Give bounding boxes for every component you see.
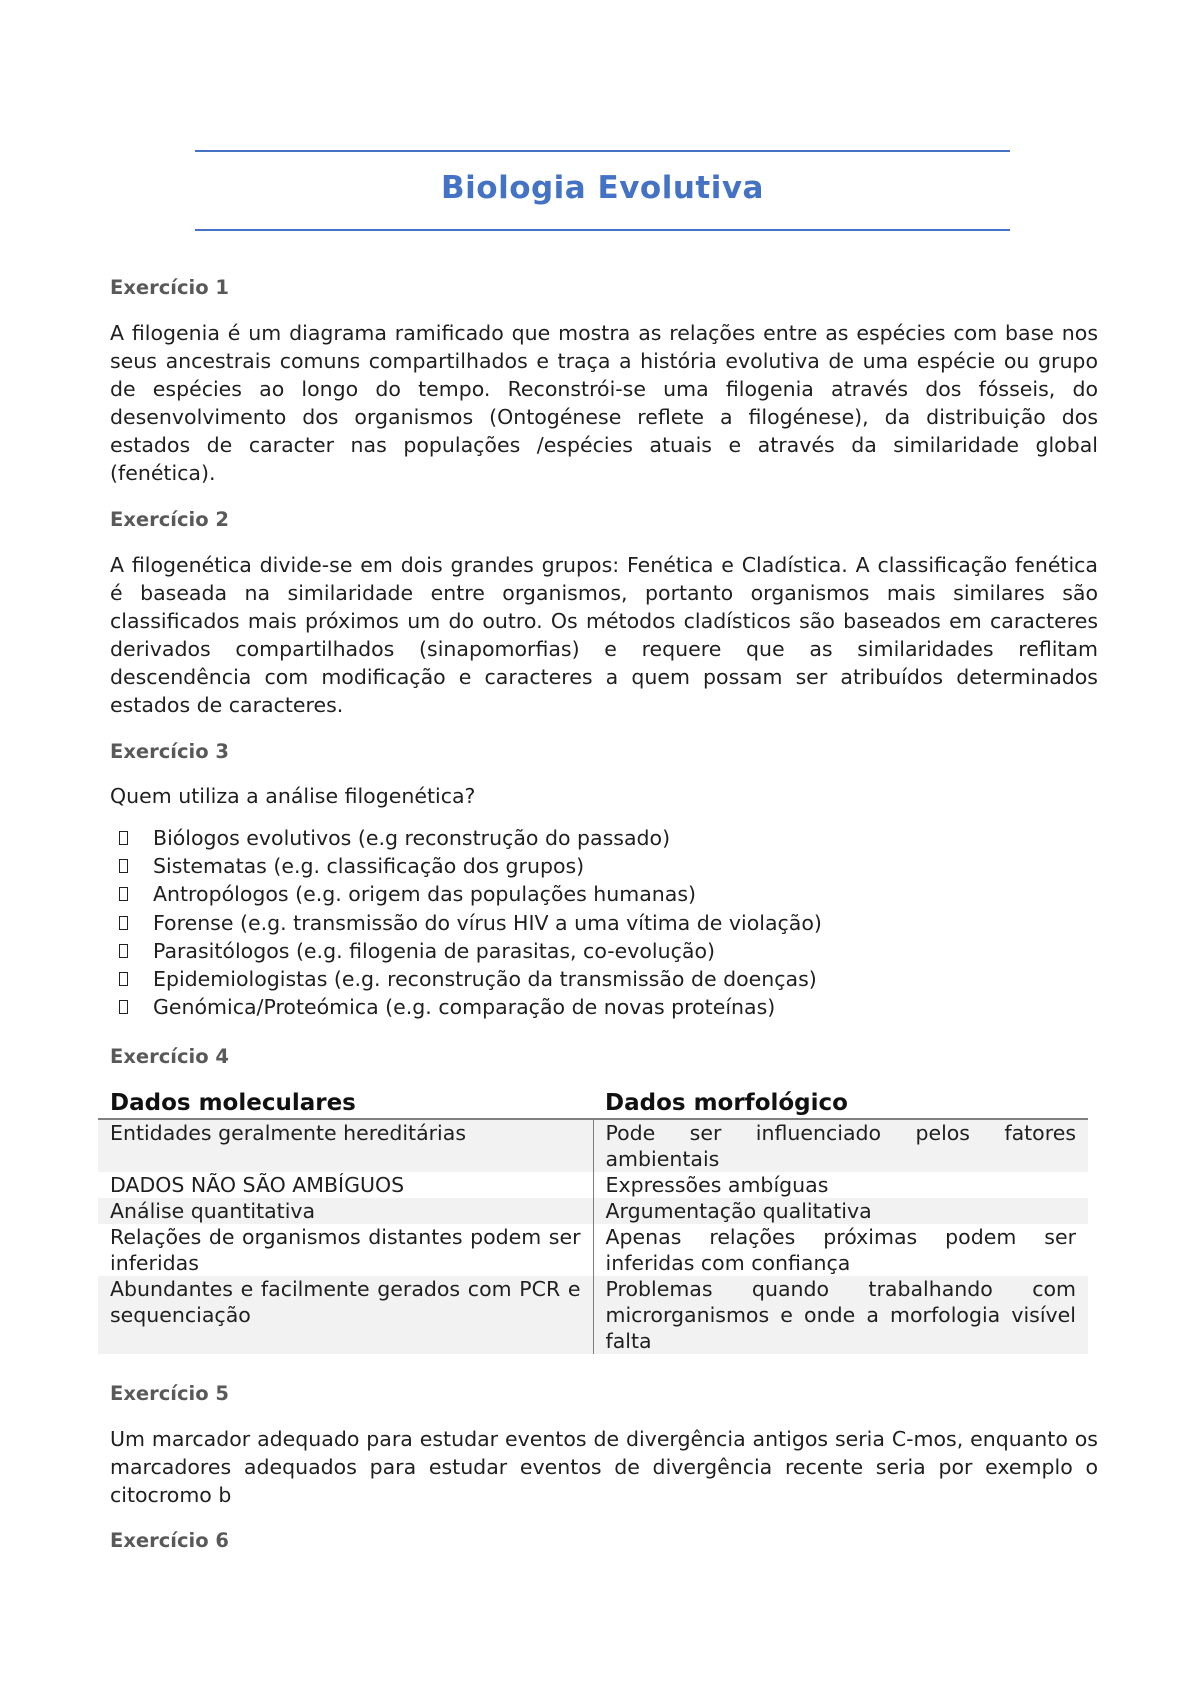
exercise-5-heading: Exercício 5 <box>110 1382 229 1405</box>
table-header-row <box>98 1088 1088 1119</box>
table-cell: Relações de organismos distantes podem ser inferidas <box>98 1224 593 1276</box>
list-item <box>110 937 1098 965</box>
page-title: Biologia Evolutiva <box>441 170 764 206</box>
list-item-text: Epidemiologistas (e.g. reconstrução da transmissão de doenças) <box>153 966 817 991</box>
bullet-box-icon <box>119 944 128 958</box>
bullet-box-icon <box>119 859 128 873</box>
table-cell: Expressões ambíguas <box>605 1173 829 1197</box>
list-item <box>110 852 1098 880</box>
bullet-box-icon <box>119 972 128 986</box>
list-item-text: Biólogos evolutivos (e.g reconstrução do passado) <box>153 826 671 850</box>
table-cell: Apenas relações próximas podem ser inferidas com confiança <box>605 1225 1076 1275</box>
exercise-3-question: Quem utiliza a análise filogenética? <box>110 784 476 808</box>
title-top-rule <box>195 150 1010 152</box>
exercise-4-heading: Exercício 4 <box>110 1045 229 1068</box>
table-cell: Argumentação qualitativa <box>593 1198 1088 1224</box>
table-row <box>98 1198 1088 1224</box>
table-row <box>98 1119 1088 1172</box>
list-item <box>110 880 1098 908</box>
list-item-text: Sistematas (e.g. classificação dos grupos) <box>153 854 585 879</box>
list-item-text: Antropólogos (e.g. origem das populações humanas) <box>153 882 697 907</box>
table-cell: Problemas quando trabalhando com microrganismos e onde a morfologia visível falta <box>593 1276 1088 1354</box>
column-header-molecular: Dados moleculares <box>98 1088 593 1119</box>
exercise-2-text: A filogenética divide-se em dois grandes grupos: Fenética e Cladística. A classificação fenética é baseada na similaridade entre organismos, portanto organismos mais similares são classificados mais próximos um do outro. Os métodos cladísticos são baseados em caracteres derivados compartilhados (sinapomorfias) e requere que as similaridades reflitam descendência com modificação e caracteres a quem possam ser atribuídos determinados estados de caracteres. <box>110 553 1098 717</box>
exercise-2-heading: Exercício 2 <box>110 508 229 531</box>
list-item <box>110 965 1098 993</box>
column-header-morphological: Dados morfológico <box>593 1088 1088 1119</box>
comparison-table-wrapper <box>98 1088 1088 1354</box>
bullet-box-icon <box>119 916 128 930</box>
bullet-box-icon <box>119 1000 128 1014</box>
list-item <box>110 993 1098 1021</box>
exercise-1-heading: Exercício 1 <box>110 276 229 299</box>
bullet-box-icon <box>119 887 128 901</box>
table-cell: Entidades geralmente hereditárias <box>98 1119 593 1172</box>
table-cell: Pode ser influenciado pelos fatores ambientais <box>593 1119 1088 1172</box>
comparison-table <box>98 1088 1088 1354</box>
exercise-3-heading: Exercício 3 <box>110 740 229 763</box>
users-list <box>110 824 1098 1021</box>
exercise-6-heading: Exercício 6 <box>110 1529 229 1552</box>
table-cell: Abundantes e facilmente gerados com PCR e sequenciação <box>98 1276 593 1354</box>
table-row <box>98 1172 1088 1198</box>
list-item <box>110 824 1098 852</box>
list-item <box>110 909 1098 937</box>
table-cell: DADOS NÃO SÃO AMBÍGUOS <box>98 1172 593 1198</box>
bullet-box-icon <box>119 831 128 845</box>
title-bottom-rule <box>195 229 1010 231</box>
table-cell: Análise quantitativa <box>98 1198 593 1224</box>
exercise-1-text: A filogenia é um diagrama ramificado que mostra as relações entre as espécies com base nos seus ancestrais comuns compartilhados e traça a história evolutiva de uma espécie ou grupo de espécies ao longo do tempo. Reconstrói-se uma filogenia através dos fósseis, do desenvolvimento dos organismos (Ontogénese reflete a filogénese), da distribuição dos estados de caracter nas populações /espécies atuais e através da similaridade global (fenética). <box>110 321 1098 485</box>
list-item-text: Parasitólogos (e.g. filogenia de parasitas, co-evolução) <box>153 938 715 963</box>
table-row <box>98 1224 1088 1276</box>
exercise-5-text: Um marcador adequado para estudar eventos de divergência antigos seria C-mos, enquanto os marcadores adequados para estudar eventos de divergência recente seria por exemplo o citocromo b <box>110 1427 1098 1507</box>
list-item-text: Genómica/Proteómica (e.g. comparação de novas proteínas) <box>153 995 776 1020</box>
table-row <box>98 1276 1088 1354</box>
list-item-text: Forense (e.g. transmissão do vírus HIV a uma vítima de violação) <box>153 910 822 935</box>
